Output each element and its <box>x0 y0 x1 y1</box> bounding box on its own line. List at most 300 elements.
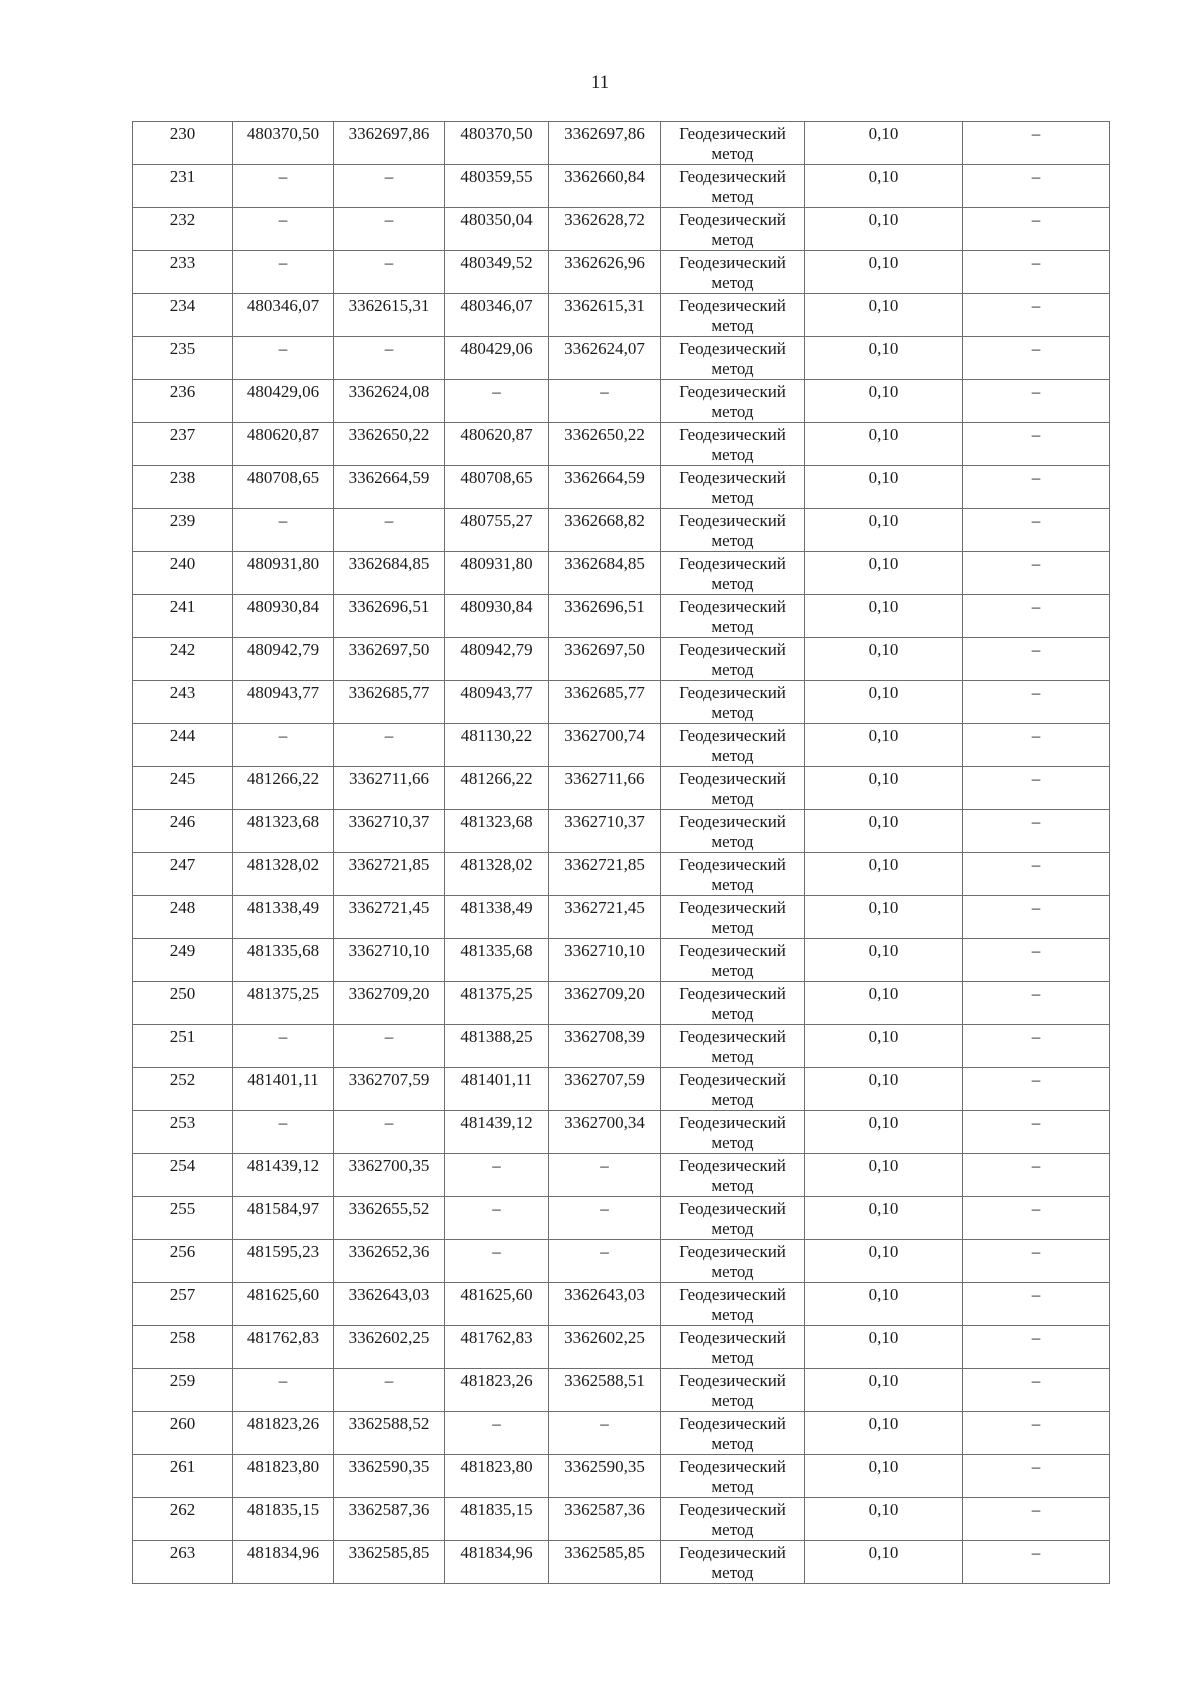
table-row <box>133 466 1110 509</box>
method-cell <box>661 853 805 896</box>
y-existing-cell: – <box>334 165 445 208</box>
method-cell <box>661 380 805 423</box>
x-refined-cell: – <box>445 1412 549 1455</box>
method-line-2: метод <box>711 660 754 679</box>
x-existing-cell: 481375,25 <box>233 982 334 1025</box>
x-refined-cell: 481823,80 <box>445 1455 549 1498</box>
method-line-2: метод <box>711 1090 754 1109</box>
method-line-1: Геодезический <box>679 167 786 186</box>
method-line-2: метод <box>711 1348 754 1367</box>
method-line-2: метод <box>711 1305 754 1324</box>
note-cell: – <box>963 1283 1110 1326</box>
table-row <box>133 165 1110 208</box>
x-refined-cell: – <box>445 1197 549 1240</box>
y-refined-cell: 3362668,82 <box>549 509 661 552</box>
x-existing-cell: 481439,12 <box>233 1154 334 1197</box>
method-line-2: метод <box>711 1434 754 1453</box>
y-existing-cell: 3362650,22 <box>334 423 445 466</box>
x-refined-cell: 481323,68 <box>445 810 549 853</box>
point-number-cell: 258 <box>133 1326 233 1369</box>
y-refined-cell: 3362697,86 <box>549 122 661 165</box>
y-existing-cell: 3362587,36 <box>334 1498 445 1541</box>
accuracy-cell: 0,10 <box>805 1240 963 1283</box>
accuracy-cell: 0,10 <box>805 1326 963 1369</box>
x-existing-cell: 481328,02 <box>233 853 334 896</box>
table-row <box>133 595 1110 638</box>
point-number-cell: 240 <box>133 552 233 595</box>
point-number-cell: 257 <box>133 1283 233 1326</box>
method-line-1: Геодезический <box>679 898 786 917</box>
method-line-1: Геодезический <box>679 554 786 573</box>
point-number-cell: 242 <box>133 638 233 681</box>
y-existing-cell: 3362652,36 <box>334 1240 445 1283</box>
point-number-cell: 241 <box>133 595 233 638</box>
point-number-cell: 248 <box>133 896 233 939</box>
x-existing-cell: 480708,65 <box>233 466 334 509</box>
accuracy-cell: 0,10 <box>805 595 963 638</box>
method-line-2: метод <box>711 144 754 163</box>
table-row <box>133 1498 1110 1541</box>
method-line-1: Геодезический <box>679 941 786 960</box>
method-line-2: метод <box>711 1004 754 1023</box>
x-refined-cell: 480942,79 <box>445 638 549 681</box>
method-cell <box>661 1154 805 1197</box>
note-cell: – <box>963 853 1110 896</box>
accuracy-cell: 0,10 <box>805 982 963 1025</box>
method-line-2: метод <box>711 617 754 636</box>
y-refined-cell: 3362721,45 <box>549 896 661 939</box>
note-cell: – <box>963 1455 1110 1498</box>
method-line-2: метод <box>711 1262 754 1281</box>
method-cell <box>661 1197 805 1240</box>
y-refined-cell: 3362660,84 <box>549 165 661 208</box>
y-existing-cell: – <box>334 724 445 767</box>
method-cell <box>661 208 805 251</box>
y-existing-cell: 3362602,25 <box>334 1326 445 1369</box>
y-existing-cell: 3362700,35 <box>334 1154 445 1197</box>
x-refined-cell: 481335,68 <box>445 939 549 982</box>
y-refined-cell: – <box>549 1154 661 1197</box>
note-cell: – <box>963 896 1110 939</box>
method-cell <box>661 1111 805 1154</box>
accuracy-cell: 0,10 <box>805 1498 963 1541</box>
method-line-1: Геодезический <box>679 855 786 874</box>
y-existing-cell: – <box>334 1369 445 1412</box>
method-line-2: метод <box>711 359 754 378</box>
method-line-1: Геодезический <box>679 296 786 315</box>
method-line-2: метод <box>711 488 754 507</box>
note-cell: – <box>963 552 1110 595</box>
method-cell <box>661 1412 805 1455</box>
y-existing-cell: – <box>334 208 445 251</box>
y-refined-cell: 3362700,74 <box>549 724 661 767</box>
method-cell <box>661 423 805 466</box>
y-existing-cell: – <box>334 1111 445 1154</box>
accuracy-cell: 0,10 <box>805 1412 963 1455</box>
method-line-1: Геодезический <box>679 1113 786 1132</box>
y-existing-cell: 3362721,85 <box>334 853 445 896</box>
method-line-1: Геодезический <box>679 1414 786 1433</box>
accuracy-cell: 0,10 <box>805 122 963 165</box>
note-cell: – <box>963 1412 1110 1455</box>
y-existing-cell: 3362643,03 <box>334 1283 445 1326</box>
x-existing-cell: 481335,68 <box>233 939 334 982</box>
point-number-cell: 263 <box>133 1541 233 1584</box>
x-refined-cell: 480359,55 <box>445 165 549 208</box>
table-row <box>133 638 1110 681</box>
x-refined-cell: 481401,11 <box>445 1068 549 1111</box>
point-number-cell: 235 <box>133 337 233 380</box>
x-existing-cell: – <box>233 724 334 767</box>
accuracy-cell: 0,10 <box>805 681 963 724</box>
y-refined-cell: 3362707,59 <box>549 1068 661 1111</box>
method-line-1: Геодезический <box>679 382 786 401</box>
point-number-cell: 262 <box>133 1498 233 1541</box>
method-line-1: Геодезический <box>679 339 786 358</box>
y-existing-cell: 3362697,50 <box>334 638 445 681</box>
table-row <box>133 1025 1110 1068</box>
y-refined-cell: 3362587,36 <box>549 1498 661 1541</box>
point-number-cell: 254 <box>133 1154 233 1197</box>
table-row <box>133 810 1110 853</box>
x-refined-cell: 481823,26 <box>445 1369 549 1412</box>
method-cell <box>661 1283 805 1326</box>
note-cell: – <box>963 122 1110 165</box>
y-existing-cell: 3362721,45 <box>334 896 445 939</box>
x-refined-cell: 480370,50 <box>445 122 549 165</box>
method-line-2: метод <box>711 961 754 980</box>
accuracy-cell: 0,10 <box>805 380 963 423</box>
method-line-1: Геодезический <box>679 253 786 272</box>
y-existing-cell: 3362590,35 <box>334 1455 445 1498</box>
y-existing-cell: 3362710,10 <box>334 939 445 982</box>
y-existing-cell: 3362615,31 <box>334 294 445 337</box>
method-cell <box>661 1541 805 1584</box>
note-cell: – <box>963 1498 1110 1541</box>
point-number-cell: 253 <box>133 1111 233 1154</box>
y-existing-cell: 3362696,51 <box>334 595 445 638</box>
x-existing-cell: 481338,49 <box>233 896 334 939</box>
y-refined-cell: 3362602,25 <box>549 1326 661 1369</box>
point-number-cell: 249 <box>133 939 233 982</box>
method-line-1: Геодезический <box>679 769 786 788</box>
point-number-cell: 238 <box>133 466 233 509</box>
table-row <box>133 552 1110 595</box>
point-number-cell: 261 <box>133 1455 233 1498</box>
note-cell: – <box>963 423 1110 466</box>
accuracy-cell: 0,10 <box>805 1154 963 1197</box>
method-line-1: Геодезический <box>679 1070 786 1089</box>
method-line-2: метод <box>711 789 754 808</box>
note-cell: – <box>963 810 1110 853</box>
x-refined-cell: 480708,65 <box>445 466 549 509</box>
y-refined-cell: 3362585,85 <box>549 1541 661 1584</box>
note-cell: – <box>963 1025 1110 1068</box>
y-refined-cell: 3362624,07 <box>549 337 661 380</box>
method-line-1: Геодезический <box>679 1285 786 1304</box>
point-number-cell: 230 <box>133 122 233 165</box>
note-cell: – <box>963 1369 1110 1412</box>
method-line-1: Геодезический <box>679 1242 786 1261</box>
method-cell <box>661 1240 805 1283</box>
x-existing-cell: 481834,96 <box>233 1541 334 1584</box>
method-line-1: Геодезический <box>679 1543 786 1562</box>
table-row <box>133 122 1110 165</box>
method-line-2: метод <box>711 832 754 851</box>
y-refined-cell: 3362700,34 <box>549 1111 661 1154</box>
table-row <box>133 1154 1110 1197</box>
x-existing-cell: 480931,80 <box>233 552 334 595</box>
method-line-1: Геодезический <box>679 812 786 831</box>
y-refined-cell: 3362710,37 <box>549 810 661 853</box>
point-number-cell: 252 <box>133 1068 233 1111</box>
accuracy-cell: 0,10 <box>805 423 963 466</box>
x-existing-cell: 481625,60 <box>233 1283 334 1326</box>
x-refined-cell: 481439,12 <box>445 1111 549 1154</box>
table-row <box>133 1326 1110 1369</box>
table-row <box>133 1369 1110 1412</box>
y-refined-cell: 3362588,51 <box>549 1369 661 1412</box>
note-cell: – <box>963 595 1110 638</box>
table-row <box>133 1412 1110 1455</box>
point-number-cell: 233 <box>133 251 233 294</box>
table-row <box>133 509 1110 552</box>
point-number-cell: 247 <box>133 853 233 896</box>
point-number-cell: 245 <box>133 767 233 810</box>
method-cell <box>661 1326 805 1369</box>
point-number-cell: 256 <box>133 1240 233 1283</box>
y-existing-cell: 3362710,37 <box>334 810 445 853</box>
point-number-cell: 255 <box>133 1197 233 1240</box>
accuracy-cell: 0,10 <box>805 1197 963 1240</box>
note-cell: – <box>963 466 1110 509</box>
accuracy-cell: 0,10 <box>805 939 963 982</box>
y-refined-cell: – <box>549 380 661 423</box>
method-cell <box>661 767 805 810</box>
x-existing-cell: – <box>233 1369 334 1412</box>
note-cell: – <box>963 681 1110 724</box>
note-cell: – <box>963 939 1110 982</box>
y-existing-cell: – <box>334 251 445 294</box>
method-cell <box>661 1068 805 1111</box>
point-number-cell: 237 <box>133 423 233 466</box>
table-row <box>133 380 1110 423</box>
y-refined-cell: 3362615,31 <box>549 294 661 337</box>
accuracy-cell: 0,10 <box>805 810 963 853</box>
y-refined-cell: 3362710,10 <box>549 939 661 982</box>
table-row <box>133 853 1110 896</box>
method-line-2: метод <box>711 1391 754 1410</box>
x-existing-cell: 481584,97 <box>233 1197 334 1240</box>
y-existing-cell: 3362684,85 <box>334 552 445 595</box>
table-row <box>133 208 1110 251</box>
method-line-2: метод <box>711 1563 754 1582</box>
y-refined-cell: 3362626,96 <box>549 251 661 294</box>
method-cell <box>661 466 805 509</box>
y-existing-cell: 3362697,86 <box>334 122 445 165</box>
x-existing-cell: 481835,15 <box>233 1498 334 1541</box>
x-refined-cell: – <box>445 380 549 423</box>
x-refined-cell: 481835,15 <box>445 1498 549 1541</box>
note-cell: – <box>963 724 1110 767</box>
y-existing-cell: 3362664,59 <box>334 466 445 509</box>
y-refined-cell: 3362628,72 <box>549 208 661 251</box>
x-refined-cell: 481762,83 <box>445 1326 549 1369</box>
method-cell <box>661 509 805 552</box>
method-cell <box>661 896 805 939</box>
table-row <box>133 1240 1110 1283</box>
y-refined-cell: 3362664,59 <box>549 466 661 509</box>
accuracy-cell: 0,10 <box>805 1541 963 1584</box>
table-row <box>133 681 1110 724</box>
method-cell <box>661 982 805 1025</box>
x-refined-cell: 480346,07 <box>445 294 549 337</box>
method-line-2: метод <box>711 574 754 593</box>
method-cell <box>661 1025 805 1068</box>
method-cell <box>661 724 805 767</box>
x-existing-cell: 480943,77 <box>233 681 334 724</box>
x-existing-cell: – <box>233 1111 334 1154</box>
method-cell <box>661 251 805 294</box>
accuracy-cell: 0,10 <box>805 1283 963 1326</box>
accuracy-cell: 0,10 <box>805 1111 963 1154</box>
x-refined-cell: 480429,06 <box>445 337 549 380</box>
method-line-2: метод <box>711 531 754 550</box>
method-line-2: метод <box>711 875 754 894</box>
x-existing-cell: 481595,23 <box>233 1240 334 1283</box>
x-existing-cell: – <box>233 165 334 208</box>
method-cell <box>661 638 805 681</box>
method-line-1: Геодезический <box>679 726 786 745</box>
point-number-cell: 246 <box>133 810 233 853</box>
point-number-cell: 260 <box>133 1412 233 1455</box>
accuracy-cell: 0,10 <box>805 724 963 767</box>
method-cell <box>661 1369 805 1412</box>
point-number-cell: 232 <box>133 208 233 251</box>
accuracy-cell: 0,10 <box>805 896 963 939</box>
table-row <box>133 337 1110 380</box>
y-refined-cell: 3362708,39 <box>549 1025 661 1068</box>
x-existing-cell: 481823,80 <box>233 1455 334 1498</box>
y-refined-cell: – <box>549 1197 661 1240</box>
table-row <box>133 1455 1110 1498</box>
accuracy-cell: 0,10 <box>805 337 963 380</box>
y-refined-cell: 3362590,35 <box>549 1455 661 1498</box>
y-existing-cell: 3362707,59 <box>334 1068 445 1111</box>
method-line-1: Геодезический <box>679 511 786 530</box>
method-line-2: метод <box>711 703 754 722</box>
point-number-cell: 234 <box>133 294 233 337</box>
x-existing-cell: – <box>233 337 334 380</box>
note-cell: – <box>963 1111 1110 1154</box>
y-refined-cell: 3362711,66 <box>549 767 661 810</box>
x-refined-cell: 481834,96 <box>445 1541 549 1584</box>
x-existing-cell: 481762,83 <box>233 1326 334 1369</box>
accuracy-cell: 0,10 <box>805 509 963 552</box>
x-existing-cell: – <box>233 251 334 294</box>
x-existing-cell: – <box>233 1025 334 1068</box>
x-refined-cell: 480349,52 <box>445 251 549 294</box>
y-existing-cell: – <box>334 337 445 380</box>
note-cell: – <box>963 509 1110 552</box>
x-refined-cell: 481328,02 <box>445 853 549 896</box>
method-line-1: Геодезический <box>679 1199 786 1218</box>
note-cell: – <box>963 767 1110 810</box>
y-existing-cell: 3362711,66 <box>334 767 445 810</box>
accuracy-cell: 0,10 <box>805 208 963 251</box>
x-refined-cell: 481388,25 <box>445 1025 549 1068</box>
method-line-1: Геодезический <box>679 124 786 143</box>
method-cell <box>661 294 805 337</box>
method-cell <box>661 165 805 208</box>
accuracy-cell: 0,10 <box>805 1068 963 1111</box>
table-row <box>133 294 1110 337</box>
x-existing-cell: 480930,84 <box>233 595 334 638</box>
note-cell: – <box>963 294 1110 337</box>
x-refined-cell: – <box>445 1240 549 1283</box>
method-line-2: метод <box>711 1520 754 1539</box>
method-line-1: Геодезический <box>679 1027 786 1046</box>
method-cell <box>661 939 805 982</box>
method-cell <box>661 595 805 638</box>
note-cell: – <box>963 1326 1110 1369</box>
y-refined-cell: 3362697,50 <box>549 638 661 681</box>
table-row <box>133 1068 1110 1111</box>
x-existing-cell: 480346,07 <box>233 294 334 337</box>
x-refined-cell: 481338,49 <box>445 896 549 939</box>
method-cell <box>661 337 805 380</box>
y-existing-cell: 3362585,85 <box>334 1541 445 1584</box>
table-row <box>133 1283 1110 1326</box>
accuracy-cell: 0,10 <box>805 466 963 509</box>
y-refined-cell: 3362685,77 <box>549 681 661 724</box>
note-cell: – <box>963 1197 1110 1240</box>
x-refined-cell: 480943,77 <box>445 681 549 724</box>
method-line-1: Геодезический <box>679 1328 786 1347</box>
method-line-2: метод <box>711 1047 754 1066</box>
y-refined-cell: 3362650,22 <box>549 423 661 466</box>
y-refined-cell: 3362696,51 <box>549 595 661 638</box>
note-cell: – <box>963 251 1110 294</box>
x-existing-cell: 481401,11 <box>233 1068 334 1111</box>
x-refined-cell: 480350,04 <box>445 208 549 251</box>
table-row <box>133 423 1110 466</box>
note-cell: – <box>963 1068 1110 1111</box>
method-line-2: метод <box>711 1477 754 1496</box>
table-row <box>133 724 1110 767</box>
y-refined-cell: 3362684,85 <box>549 552 661 595</box>
x-existing-cell: 481323,68 <box>233 810 334 853</box>
x-existing-cell: 480942,79 <box>233 638 334 681</box>
point-number-cell: 244 <box>133 724 233 767</box>
x-refined-cell: 481130,22 <box>445 724 549 767</box>
method-line-2: метод <box>711 1133 754 1152</box>
y-refined-cell: – <box>549 1240 661 1283</box>
point-number-cell: 239 <box>133 509 233 552</box>
method-cell <box>661 681 805 724</box>
note-cell: – <box>963 337 1110 380</box>
x-existing-cell: 480429,06 <box>233 380 334 423</box>
table-row <box>133 896 1110 939</box>
method-line-2: метод <box>711 918 754 937</box>
method-line-2: метод <box>711 746 754 765</box>
x-refined-cell: 480755,27 <box>445 509 549 552</box>
method-line-1: Геодезический <box>679 1500 786 1519</box>
x-existing-cell: 480370,50 <box>233 122 334 165</box>
y-refined-cell: 3362643,03 <box>549 1283 661 1326</box>
note-cell: – <box>963 1541 1110 1584</box>
x-refined-cell: 480930,84 <box>445 595 549 638</box>
